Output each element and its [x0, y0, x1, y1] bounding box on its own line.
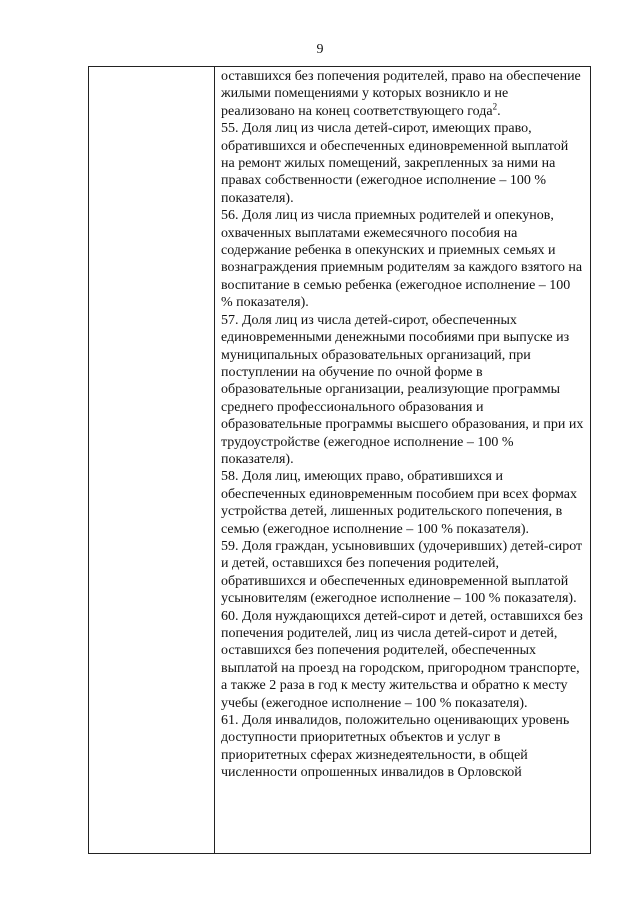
indicator-item-59: 59. Доля граждан, усыновивших (удочеривших) детей-сирот и детей, оставшихся без попечения родителей, обратившихся и обеспеченных единовременной выплатой усыновителям (ежегодное исполнение – 100 % показателя). [221, 538, 583, 607]
continuation-end: . [497, 103, 501, 119]
indicator-item-57: 57. Доля лиц из числа детей-сирот, обеспеченных единовременными денежными пособиями при выпуске из муниципальных образовательных организаций, при поступлении на обучение по очной форме в образовательные организации, реализующие программы среднего профессионального образования и образовательные программы высшего образования, и при их трудоустройстве (ежегодное исполнение – 100 % показателя). [221, 312, 584, 467]
indicator-text-cell [215, 67, 590, 853]
page-number: 9 [316, 42, 324, 57]
indicator-item-56: 56. Доля лиц из числа приемных родителей и опекунов, охваченных выплатами ежемесячного пособия на содержание ребенка в опекунских и приемных семьях и вознаграждения приемным родителям за каждого взятого на воспитание в семью ребенка (ежегодное исполнение – 100 % показателя). [221, 208, 583, 311]
footnote-reference: 2 [492, 101, 498, 112]
left-empty-cell [89, 67, 215, 853]
indicator-item-60: 60. Доля нуждающихся детей-сирот и детей, оставшихся без попечения родителей, лиц из числа детей-сирот и детей, оставшихся без попечения родителей, обеспеченных выплатой на проезд на городском, пригородном транспорте, а также 2 раза в год к месту жительства и обратно к месту учебы (ежегодное исполнение – 100 % показателя). [221, 608, 583, 711]
indicator-item-61: 61. Доля инвалидов, положительно оценивающих уровень доступности приоритетных объектов и услуг в приоритетных сферах жизнедеятельности, в общей численности опрошенных инвалидов в Орловской [221, 713, 570, 781]
continuation-paragraph [221, 68, 584, 120]
indicator-table [88, 66, 591, 854]
indicator-item-58: 58. Доля лиц, имеющих право, обратившихся и обеспеченных единовременным пособием при всех формах устройства детей, лишенных родительского попечения, в семью (ежегодное исполнение – 100 % показателя). [221, 469, 578, 537]
indicator-item-55: 55. Доля лиц из числа детей-сирот, имеющих право, обратившихся и обеспеченных единовременной выплатой на ремонт жилых помещений, закрепленных за ними на правах собственности (ежегодное исполнение – 100 % показателя). [221, 121, 569, 206]
continuation-text: оставшихся без попечения родителей, право на обеспечение жилыми помещениями у которых возникло и не реализовано на конец соответствующего года [221, 69, 581, 119]
